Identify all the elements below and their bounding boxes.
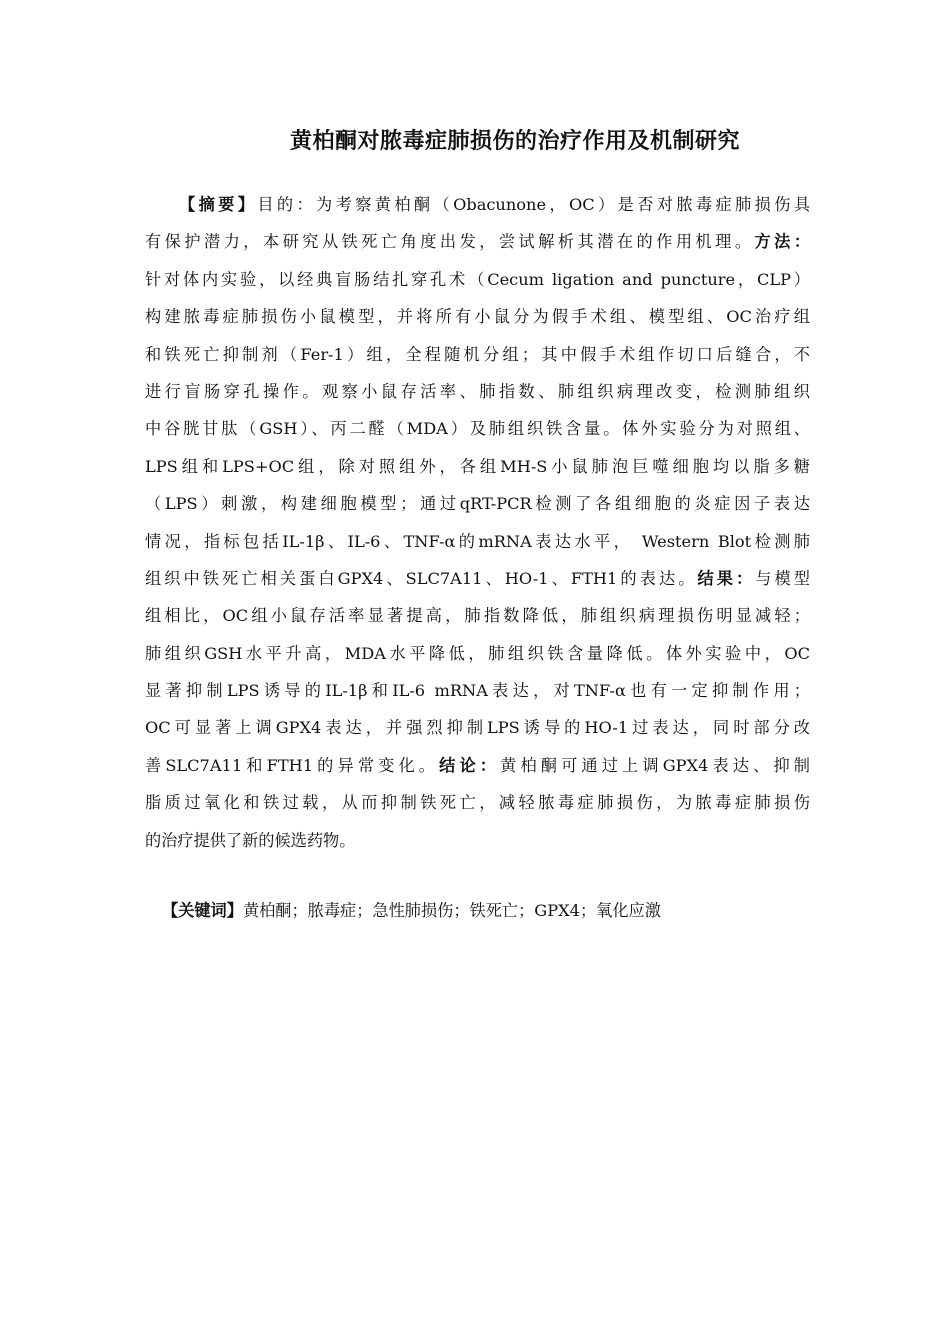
abstract-body	[145, 186, 810, 859]
keywords-text: 黄柏酮；脓毒症；急性肺损伤；铁死亡；GPX4；氧化应激	[242, 901, 661, 920]
abstract-text: 目的：为考察黄柏酮（Obacunone，OC）是否对脓毒症肺损伤具	[257, 195, 811, 214]
abstract-line	[145, 485, 810, 522]
abstract-line	[145, 448, 810, 485]
abstract-line	[145, 560, 810, 597]
abstract-line	[145, 784, 810, 821]
abstract-line	[145, 410, 810, 447]
abstract-text: 的治疗提供了新的候选药物。	[145, 830, 356, 850]
keywords-label: 【关键词】	[162, 901, 243, 920]
abstract-text: 组织中铁死亡相关蛋白GPX4、SLC7A11、HO-1、FTH1的表达。	[145, 568, 698, 588]
abstract-text: OC可显著上调GPX4表达，并强烈抑制LPS诱导的HO-1过表达，同时部分改	[145, 718, 810, 738]
abstract-line	[145, 298, 810, 335]
abstract-text: 进行盲肠穿孔操作。观察小鼠存活率、肺指数、肺组织病理改变，检测肺组织	[145, 381, 810, 401]
abstract-text: 黄柏酮可通过上调GPX4表达、抑制	[500, 755, 810, 775]
abstract-line	[145, 261, 810, 298]
abstract-line	[145, 373, 810, 410]
abstract-text: 构建脓毒症肺损伤小鼠模型，并将所有小鼠分为假手术组、模型组、OC治疗组	[145, 307, 810, 327]
abstract-line	[145, 672, 810, 709]
abstract-text: 善SLC7A11和FTH1的异常变化。	[145, 755, 440, 775]
abstract-text: 脂质过氧化和铁过载，从而抑制铁死亡，减轻脓毒症肺损伤，为脓毒症肺损伤	[145, 793, 810, 813]
abstract-line	[145, 709, 810, 746]
abstract-section-label: 结果：	[697, 568, 756, 588]
abstract-line	[145, 186, 810, 223]
abstract-line	[145, 523, 810, 560]
abstract-text: 肺组织GSH水平升高，MDA水平降低，肺组织铁含量降低。体外实验中，OC	[145, 643, 810, 663]
abstract-line	[145, 747, 810, 784]
abstract-line	[145, 336, 810, 373]
abstract-text: 和铁死亡抑制剂（Fer-1）组，全程随机分组；其中假手术组作切口后缝合，不	[145, 344, 810, 364]
abstract-section-label: 【摘要】	[179, 195, 258, 214]
abstract-line	[145, 635, 810, 672]
abstract-section-label: 结论：	[439, 755, 501, 775]
abstract-text: 组相比，OC组小鼠存活率显著提高，肺指数降低，肺组织病理损伤明显减轻；	[145, 606, 810, 626]
paper-title: 黄柏酮对脓毒症肺损伤的治疗作用及机制研究	[289, 129, 740, 154]
abstract-text: 与模型	[755, 568, 810, 588]
abstract-text: 显著抑制LPS诱导的IL-1β和IL-6 mRNA表达，对TNF-α也有一定抑制作用；	[145, 681, 810, 701]
abstract-line	[145, 822, 810, 859]
abstract-text: 针对体内实验，以经典盲肠结扎穿孔术（Cecum ligation and puncture，CLP）	[145, 269, 810, 289]
keywords-line	[162, 892, 812, 929]
abstract-section-label: 方法：	[754, 232, 811, 252]
abstract-text: （LPS）刺激，构建细胞模型；通过qRT-PCR检测了各组细胞的炎症因子表达	[145, 494, 810, 514]
abstract-line	[145, 597, 810, 634]
abstract-text: 中谷胱甘肽（GSH）、丙二醛（MDA）及肺组织铁含量。体外实验分为对照组、	[145, 419, 810, 439]
abstract-text: LPS组和LPS+OC组，除对照组外，各组MH-S小鼠肺泡巨噬细胞均以脂多糖	[145, 456, 810, 476]
abstract-text: 情况，指标包括IL-1β、IL-6、TNF-α的mRNA表达水平， Western Blot检测肺	[145, 531, 810, 551]
abstract-line	[145, 223, 810, 260]
abstract-text: 有保护潜力，本研究从铁死亡角度出发，尝试解析其潜在的作用机理。	[145, 232, 755, 252]
